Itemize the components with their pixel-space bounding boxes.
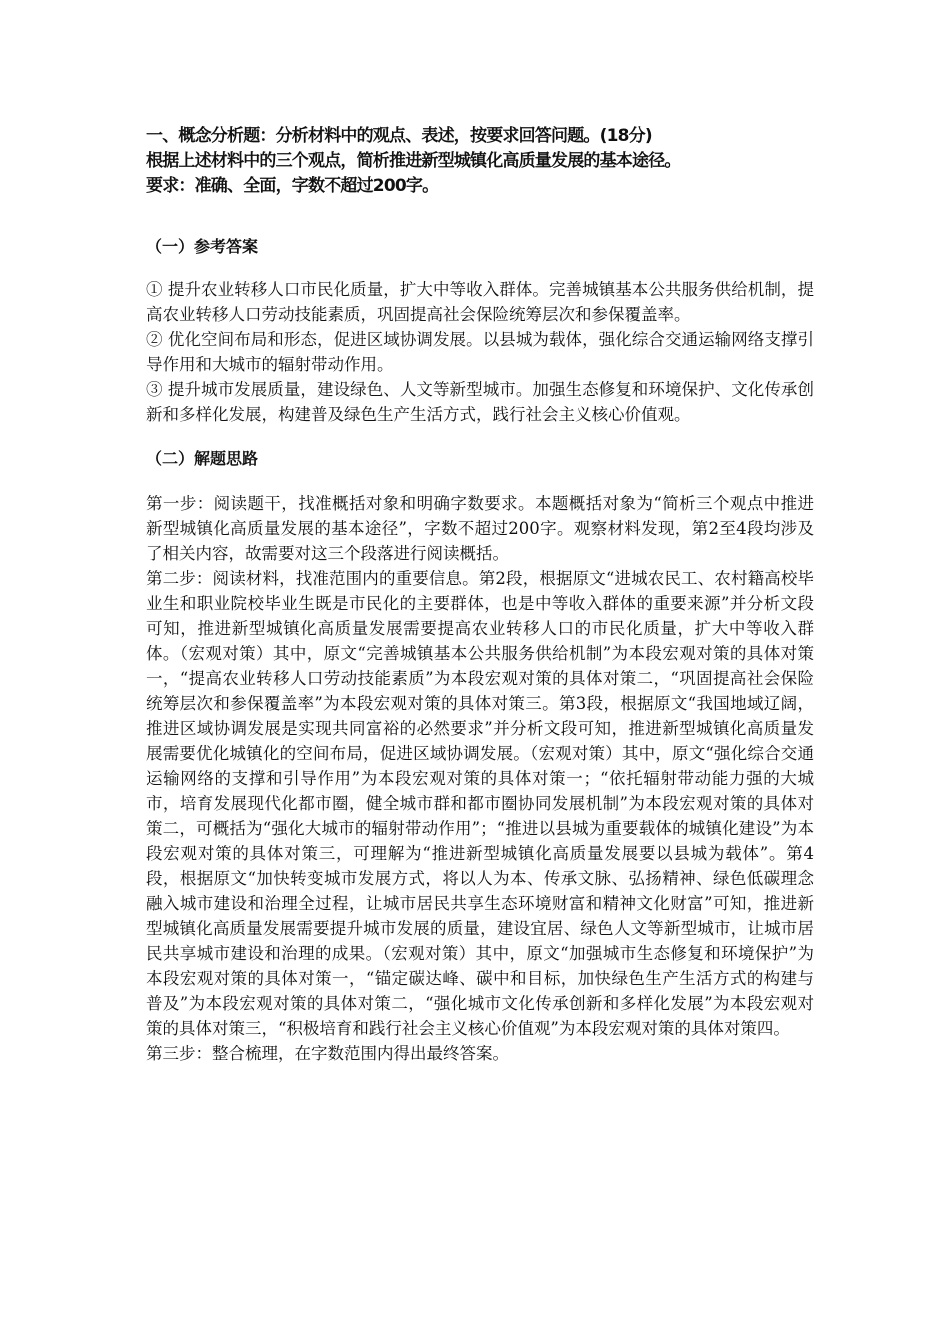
answer-item: ③ 提升城市发展质量，建设绿色、人文等新型城市。加强生态修复和环境保护、文化传承创新和多样化发展，构建普及绿色生产生活方式，践行社会主义核心价值观。 (146, 380, 814, 424)
solution-approach-heading: （二）解题思路 (146, 449, 259, 468)
solution-steps (146, 491, 814, 1066)
reference-answer-heading: （一）参考答案 (146, 237, 259, 256)
step-two: 第二步：阅读材料，找准范围内的重要信息。第2段，根据原文“进城农民工、农村籍高校毕业生和职业院校毕业生既是市民化的主要群体，也是中等收入群体的重要来源”并分析文段可知，推进新型城镇化高质量发展需要提高农业转移人口的市民化质量，扩大中等收入群体。（宏观对策）其中，原文“完善城镇基本公共服务供给机制”为本段宏观对策的具体对策一，“提高农业转移人口劳动技能素质”为本段宏观对策的具体对策二，“巩固提高社会保险统筹层次和参保覆盖率”为本段宏观对策的具体对策三。第3段，根据原文“我国地域辽阔，推进区域协调发展是实现共同富裕的必然要求”并分析文段可知，推进新型城镇化高质量发展需要优化城镇化的空间布局，促进区域协调发展。（宏观对策）其中，原文“强化综合交通运输网络的支撑和引导作用”为本段宏观对策的具体对策一；“依托辐射带动能力强的大城市，培育发展现代化都市圈，健全城市群和都市圈协同发展机制”为本段宏观对策的具体对策二，可概括为“强化大城市的辐射带动作用”；“推进以县城为重要载体的城镇化建设”为本段宏观对策的具体对策三，可理解为“推进新型城镇化高质量发展要以县城为载体”。第4段，根据原文“加快转变城市发展方式，将以人为本、传承文脉、弘扬精神、绿色低碳理念融入城市建设和治理全过程，让城市居民共享生态环境财富和精神文化财富”可知，推进新型城镇化高质量发展需要提升城市发展的质量，建设宜居、绿色人文等新型城市，让城市居民共享城市建设和治理的成果。（宏观对策）其中，原文“加强城市生态修复和环境保护”为本段宏观对策的具体对策一，“锚定碳达峰、碳中和目标，加快绿色生产生活方式的构建与普及”为本段宏观对策的具体对策二，“强化城市文化传承创新和多样化发展”为本段宏观对策的具体对策三，“积极培育和践行社会主义核心价值观”为本段宏观对策的具体对策四。 (146, 569, 814, 1038)
question-prompt: 根据上述材料中的三个观点，简析推进新型城镇化高质量发展的基本途径。 (146, 151, 681, 171)
step-three: 第三步：整合梳理，在字数范围内得出最终答案。 (146, 1044, 509, 1063)
question-requirement: 要求：准确、全面，字数不超过200字。 (146, 176, 439, 196)
answer-item: ② 优化空间布局和形态，促进区域协调发展。以县城为载体，强化综合交通运输网络支撑引导作用和大城市的辐射带动作用。 (146, 330, 814, 374)
question-block (146, 124, 814, 199)
answer-item: ① 提升农业转移人口市民化质量，扩大中等收入群体。完善城镇基本公共服务供给机制，提高农业转移人口劳动技能素质，巩固提高社会保险统筹层次和参保覆盖率。 (146, 280, 814, 324)
answer-list (146, 277, 814, 427)
step-one: 第一步：阅读题干，找准概括对象和明确字数要求。本题概括对象为“简析三个观点中推进新型城镇化高质量发展的基本途径”，字数不超过200字。观察材料发现，第2至4段均涉及了相关内容，故需要对这三个段落进行阅读概括。 (146, 494, 814, 563)
question-title: 一、概念分析题：分析材料中的观点、表述，按要求回答问题。(18分) (146, 126, 652, 146)
document-page (146, 124, 814, 1066)
